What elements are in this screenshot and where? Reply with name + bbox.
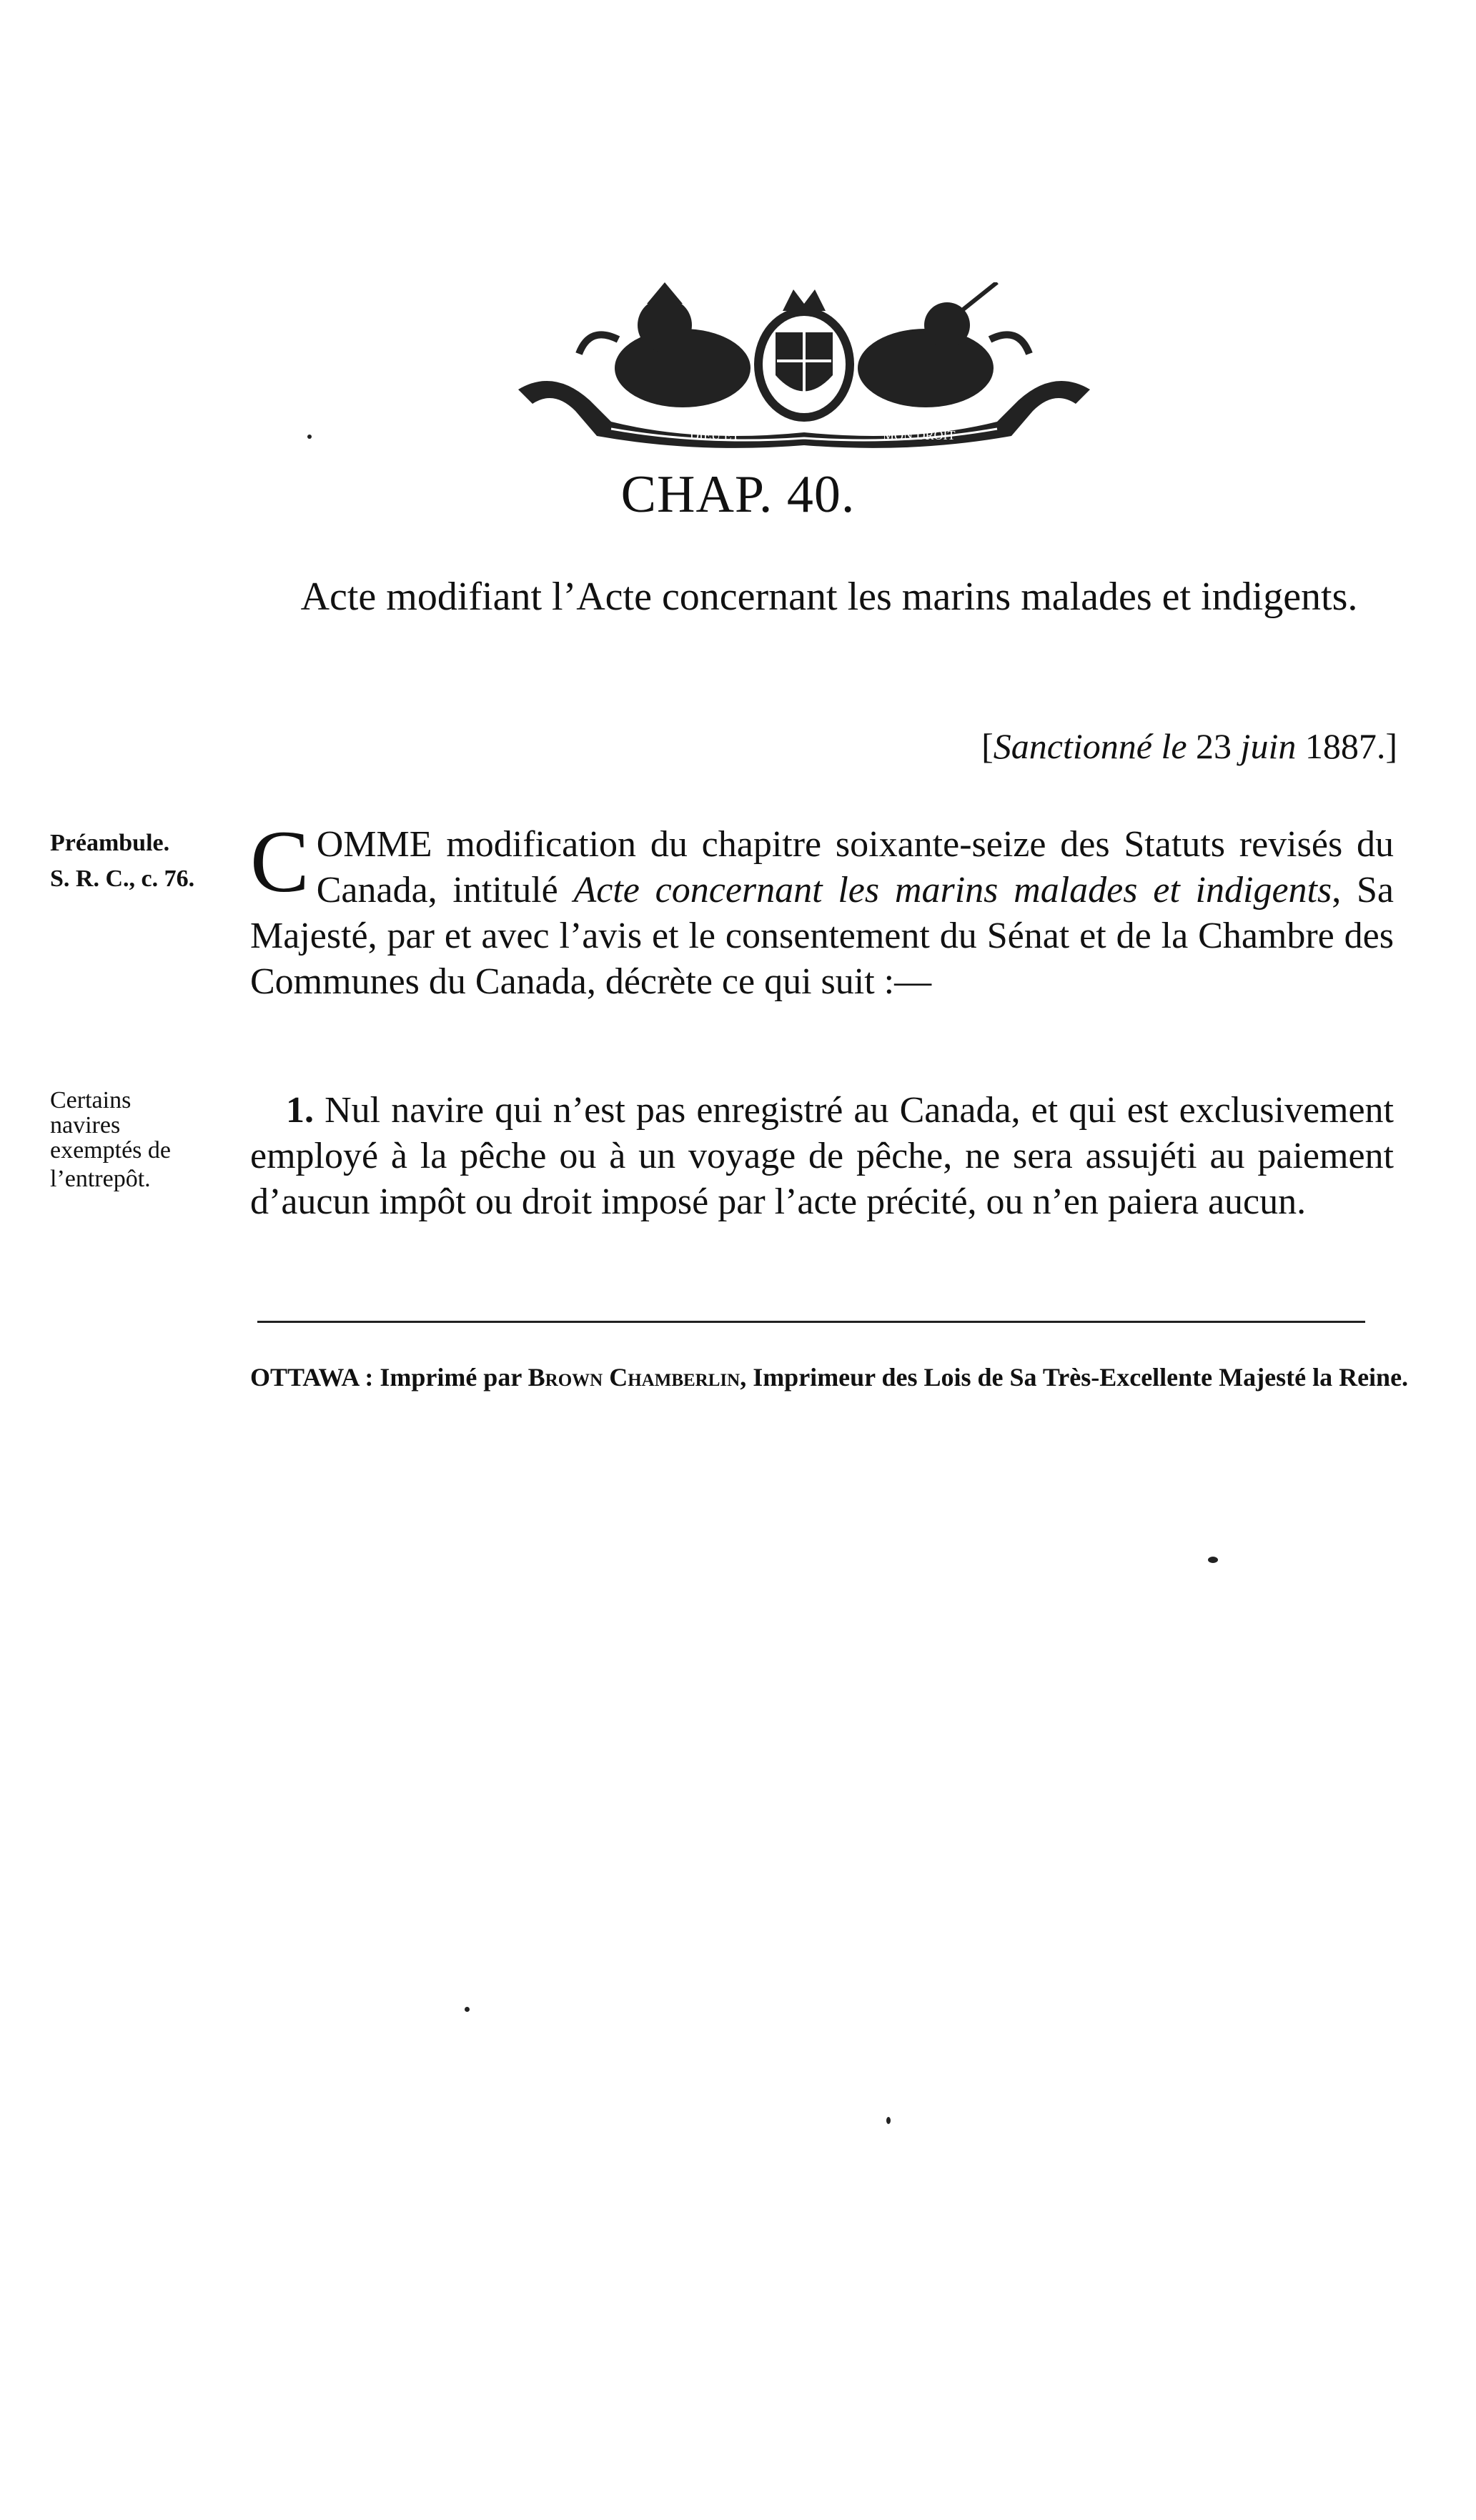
sanction-year: 1887.]: [1304, 726, 1397, 766]
margin-note-preamble: Préambule.: [50, 830, 170, 856]
margin-note-section1: [50, 1086, 171, 1194]
margin-note-reference: S. R. C., c. 76.: [50, 865, 195, 892]
scan-speck: [307, 435, 312, 439]
royal-coat-of-arms-icon: [511, 282, 1097, 450]
preamble-text-b: , Sa Majesté, par et avec l’avis et le consentement du Sénat et de la Chambre des Communes du Canada, décrète ce qui suit :—: [250, 870, 1394, 1002]
imprint-text: Imprimé par: [373, 1363, 528, 1392]
motto-right: MON DROIT: [883, 428, 956, 442]
sanction-month: juin: [1240, 726, 1297, 766]
margin-note-line: Certains: [50, 1087, 132, 1113]
scan-speck: [1208, 1557, 1218, 1563]
chapter-heading: CHAP. 40.: [620, 465, 856, 524]
sanction-day: 23: [1196, 726, 1232, 766]
preamble-smallcaps: OMME: [316, 824, 432, 865]
imprint-place: OTTAWA :: [249, 1363, 374, 1392]
margin-note-line: exemptés de: [50, 1137, 171, 1164]
margin-note-line: l’entrepôt.: [50, 1166, 151, 1192]
royal-coat-of-arms: [511, 282, 1097, 450]
divider-rule: [257, 1321, 1365, 1323]
imprint-rest: , Imprimeur des Lois de Sa Très-Excellente Majesté la Reine.: [740, 1363, 1409, 1392]
preamble-text-a: modification du chapitre soixante-seize des Statuts revisés du Canada, intitulé: [316, 824, 1394, 911]
scan-speck: [465, 2007, 470, 2012]
imprint-printer: Brown Chamberlin: [528, 1363, 741, 1392]
margin-note-line: navires: [50, 1112, 121, 1139]
sanction-date: [981, 725, 1397, 767]
motto-left: DIEU ET: [690, 428, 740, 442]
drop-cap: C: [250, 813, 309, 911]
section-number: 1.: [286, 1090, 314, 1131]
preamble-paragraph: [250, 813, 1394, 1005]
sanction-bracket: [: [981, 726, 994, 766]
act-citation: Acte concernant les marins malades et indigents: [573, 870, 1332, 911]
section-text: Nul navire qui n’est pas enregistré au Canada, et qui est exclusivement employé à la pêche ou à un voyage de pêche, ne sera assujéti au paiement d’aucun impôt ou droit imposé par l’acte précité, ou n’en paiera aucun.: [250, 1090, 1394, 1222]
scan-speck: [886, 2117, 891, 2124]
imprint: [236, 1361, 1422, 1393]
sanction-text: Sanctionné le: [993, 726, 1187, 766]
section-1-paragraph: [250, 1088, 1394, 1225]
act-title: Acte modifiant l’Acte concernant les marins malades et indigents.: [300, 575, 1358, 619]
